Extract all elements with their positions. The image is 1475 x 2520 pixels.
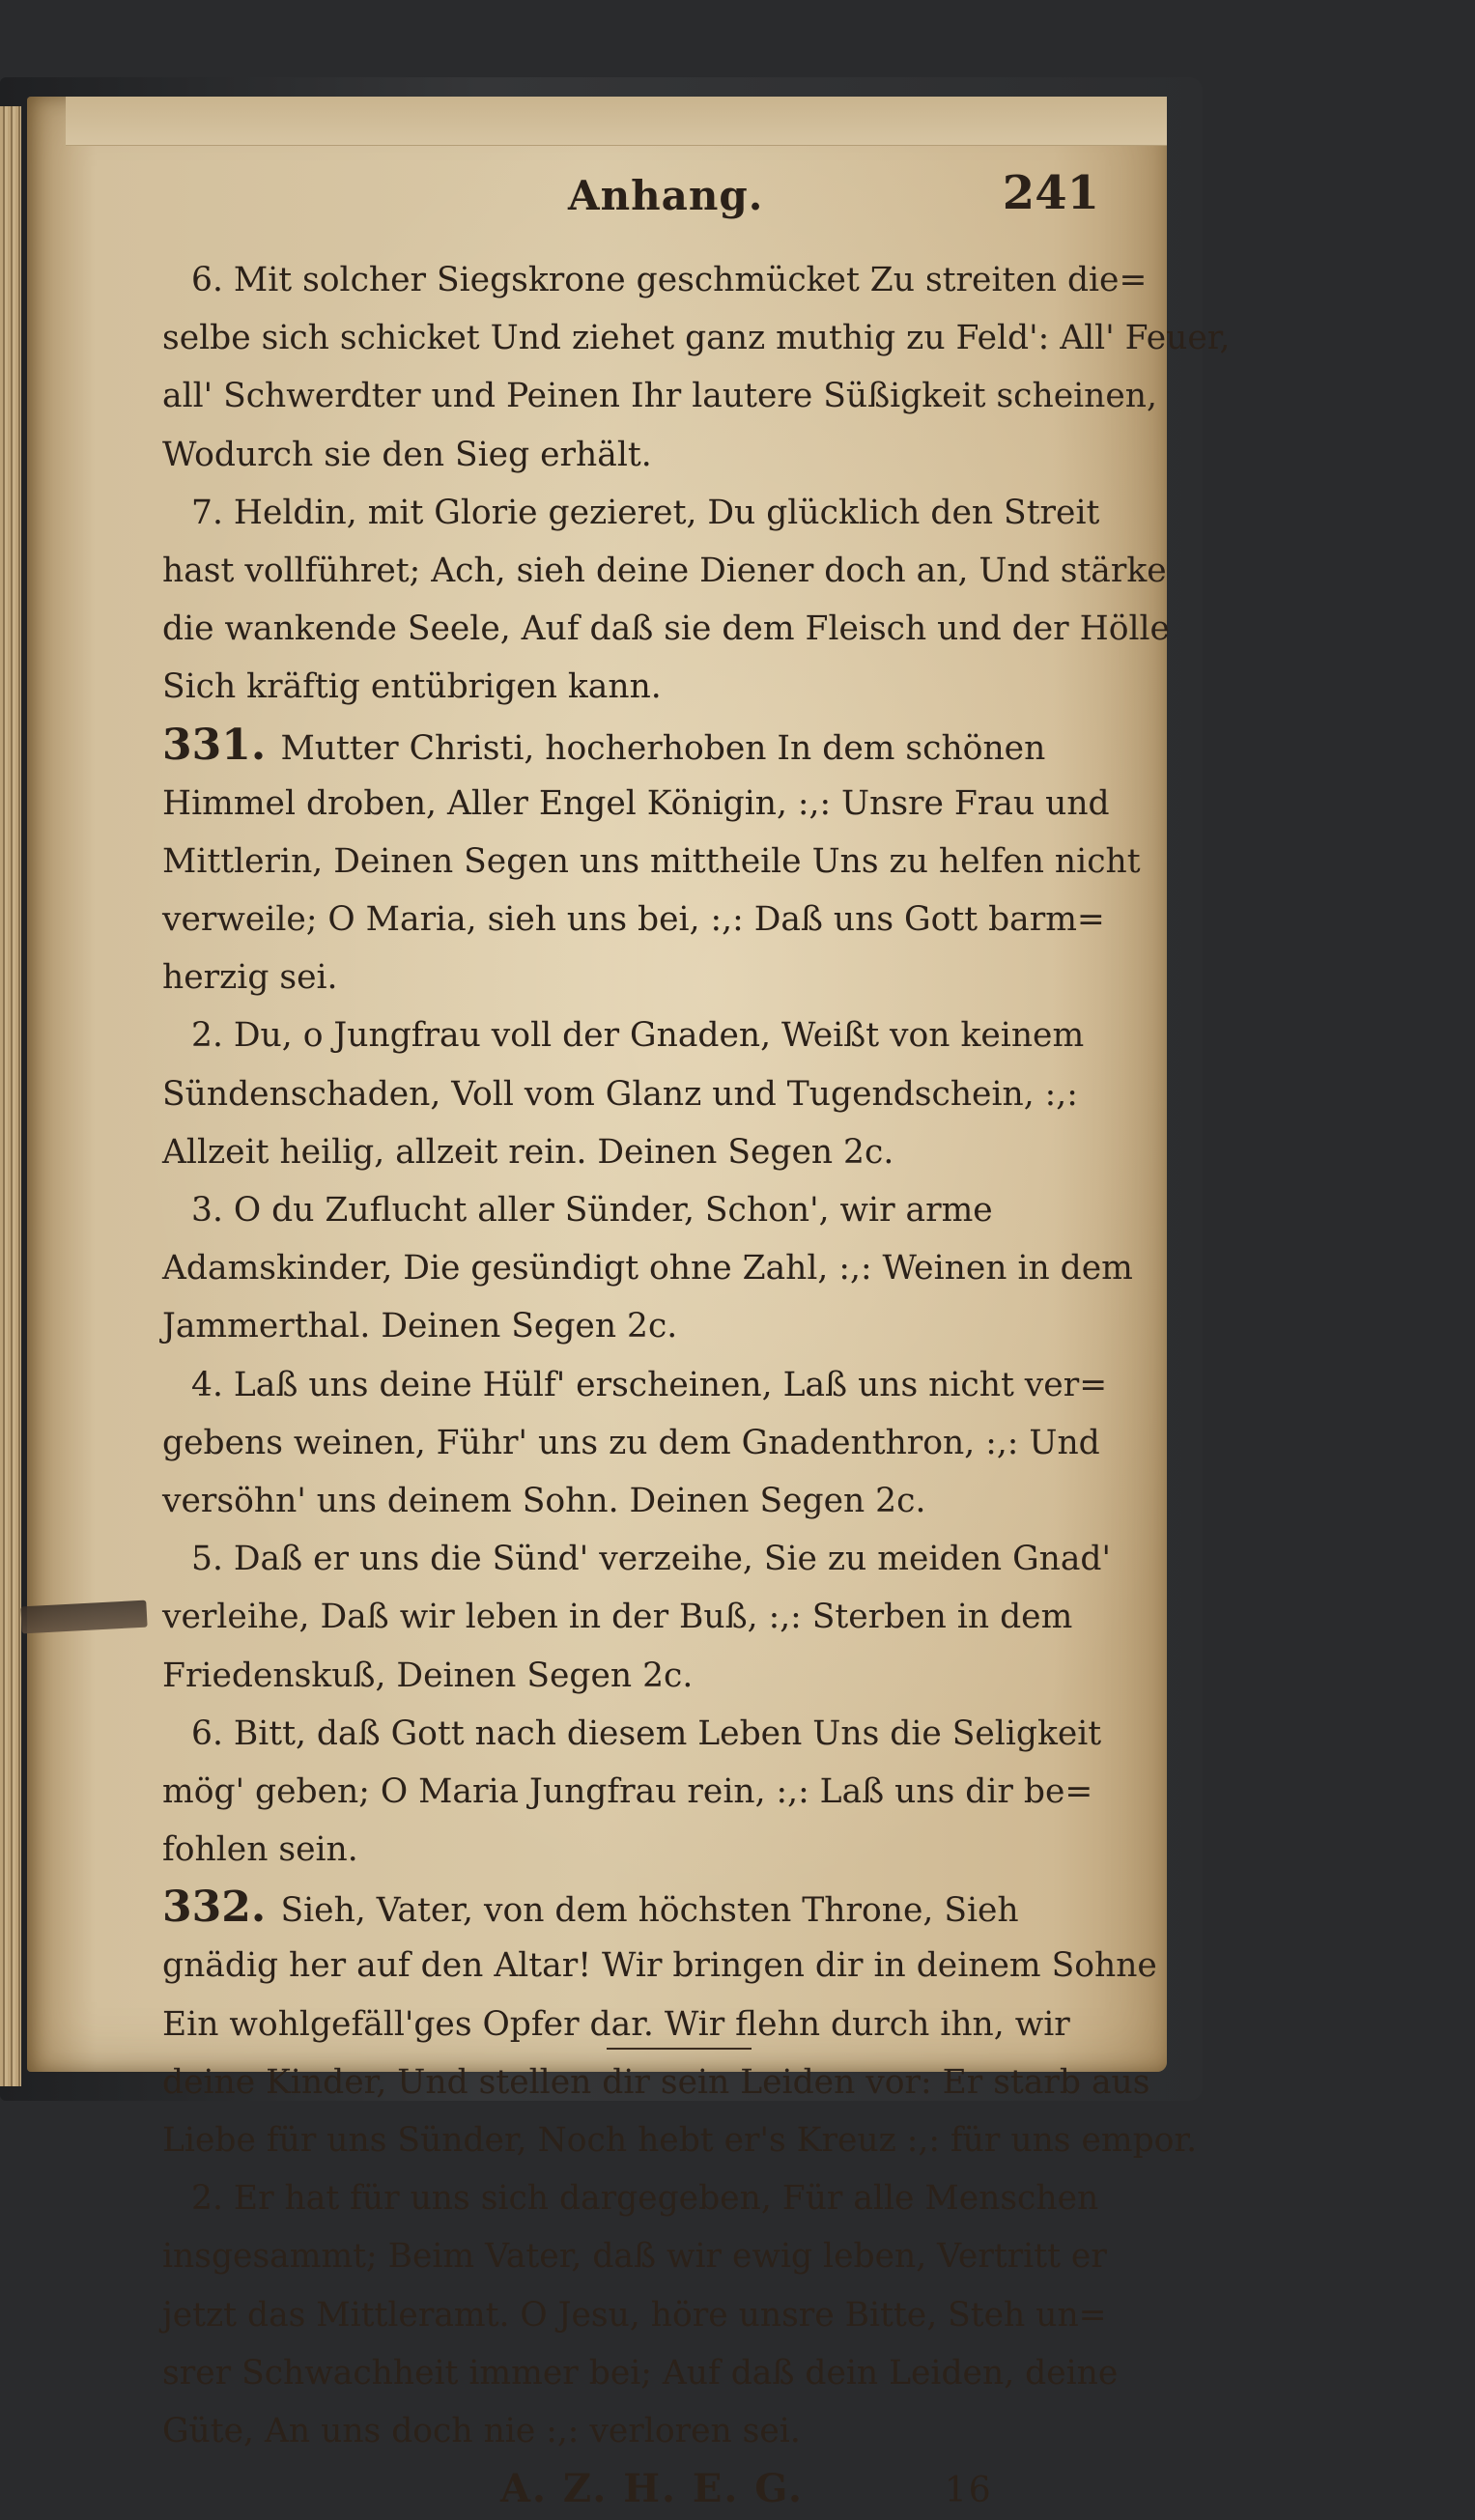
text-line: all' Schwerdter und Peinen Ihr lautere Süßigkeit scheinen, <box>162 377 1157 416</box>
text-line: Allzeit heilig, allzeit rein. Deinen Segen 2c. <box>162 1132 894 1172</box>
text-line: fohlen sein. <box>162 1830 358 1870</box>
hymn-332-first-line <box>162 1879 1128 1937</box>
running-head-title: Anhang. <box>568 172 764 219</box>
text-line: 6. Mit solcher Siegskrone geschmücket Zu streiten die= <box>191 261 1148 299</box>
text-line: 2. Er hat für uns sich dargegeben, Für alle Menschen <box>191 2179 1099 2219</box>
text-line: selbe sich schicket Und ziehet ganz muthig zu Feld': All' Feuer, <box>162 319 1231 358</box>
hymn-number: 331. <box>162 720 281 770</box>
page-number: 241 <box>1002 166 1099 220</box>
running-head <box>172 162 1109 240</box>
text-line: hast vollführet; Ach, sieh deine Diener doch an, Und stärke <box>162 551 1167 590</box>
text-line: gnädig her auf den Altar! Wir bringen dir in deinem Sohne <box>162 1946 1157 1986</box>
text-line: Friedenskuß, Deinen Segen 2c. <box>162 1656 694 1695</box>
page-top-edge <box>66 97 1167 146</box>
footer-rule <box>607 2048 752 2050</box>
text-line: mög' geben; O Maria Jungfrau rein, :,: Laß uns dir be= <box>162 1771 1093 1811</box>
text-line: die wankende Seele, Auf daß sie dem Fleisch und der Hölle <box>162 609 1170 649</box>
text-line: Himmel droben, Aller Engel Königin, :,: Unsre Frau und <box>162 783 1110 823</box>
hymn-text <box>162 251 1231 2518</box>
text-line: Mittlerin, Deinen Segen uns mittheile Uns zu helfen nicht <box>162 841 1141 881</box>
text-line: deine Kinder, Und stellen dir sein Leiden vor: Er starb aus <box>162 2062 1150 2102</box>
page-edges <box>0 106 21 2086</box>
text-line: insgesammt; Beim Vater, daß wir ewig leben, Vertritt er <box>162 2237 1107 2277</box>
text-line: 6. Bitt, daß Gott nach diesem Leben Uns die Seligkeit <box>191 1713 1102 1753</box>
text-line: 2. Du, o Jungfrau voll der Gnaden, Weißt von keinem <box>191 1016 1085 1056</box>
text-line: 4. Laß uns deine Hülf' erscheinen, Laß uns nicht ver= <box>191 1365 1108 1404</box>
book-page <box>27 97 1231 2512</box>
hymn-line-text: Sieh, Vater, von dem höchsten Throne, Sieh <box>280 1891 1019 1931</box>
text-line: Liebe für uns Sünder, Noch hebt er's Kreuz :,: für uns empor. <box>162 2121 1198 2160</box>
text-line: Jammerthal. Deinen Segen 2c. <box>162 1307 678 1346</box>
text-line: 7. Heldin, mit Glorie gezieret, Du glücklich den Streit <box>191 493 1100 532</box>
text-line: verweile; O Maria, sieh uns bei, :,: Daß uns Gott barm= <box>162 900 1105 940</box>
text-line: Ein wohlgefäll'ges Opfer dar. Wir flehn durch ihn, wir <box>162 2004 1070 2044</box>
text-line: versöhn' uns deinem Sohn. Deinen Segen 2c. <box>162 1481 926 1520</box>
text-line: Sündenschaden, Voll vom Glanz und Tugendschein, :,: <box>162 1074 1078 1114</box>
hymn-number: 332. <box>162 1883 281 1933</box>
text-line: Wodurch sie den Sieg erhält. <box>162 435 652 474</box>
hymn-line-text: Mutter Christi, hocherhoben In dem schönen <box>280 728 1046 768</box>
text-line: 5. Daß er uns die Sünd' verzeihe, Sie zu meiden Gnad' <box>191 1540 1112 1579</box>
text-line: verleihe, Daß wir leben in der Buß, :,: Sterben in dem <box>162 1598 1073 1637</box>
text-line: jetzt das Mittleramt. O Jesu, höre unsre Bitte, Steh un= <box>162 2295 1107 2335</box>
sheet-number: 16 <box>944 2471 993 2511</box>
text-line: herzig sei. <box>162 958 338 998</box>
text-line: Adamskinder, Die gesündigt ohne Zahl, :,: Weinen in dem <box>162 1249 1133 1288</box>
hymn-331-first-line <box>162 717 1128 775</box>
text-line: Güte, An uns doch nie :,: verloren sei. <box>162 2411 801 2450</box>
signature-line <box>162 2460 1128 2518</box>
text-line: gebens weinen, Führ' uns zu dem Gnadenthron, :,: Und <box>162 1423 1100 1462</box>
printer-signature: A. Z. H. E. G. <box>500 2466 804 2512</box>
text-line: 3. O du Zuflucht aller Sünder, Schon', wir arme <box>191 1191 993 1230</box>
text-line: Sich kräftig entübrigen kann. <box>162 667 662 707</box>
text-line: srer Schwachheit immer bei; Auf daß dein Leiden, deine <box>162 2353 1119 2393</box>
